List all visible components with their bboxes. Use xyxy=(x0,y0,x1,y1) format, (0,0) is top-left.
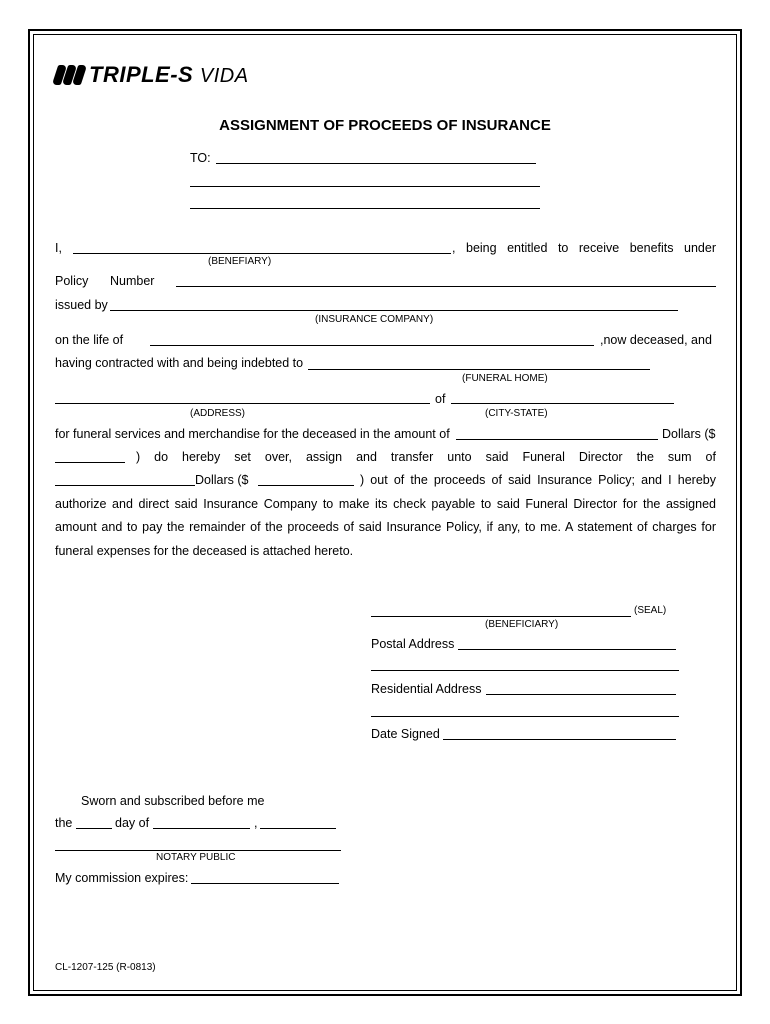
now-deceased-text: ,now deceased, and xyxy=(600,333,712,347)
amount-number-field[interactable] xyxy=(55,462,125,463)
deceased-name-field[interactable] xyxy=(150,345,594,346)
assign-word: unto xyxy=(447,450,472,464)
dollars-text: Dollars ($ xyxy=(195,473,249,487)
city-state-field[interactable] xyxy=(451,403,674,404)
residential-address-field-1[interactable] xyxy=(486,694,676,695)
page-title: ASSIGNMENT OF PROCEEDS OF INSURANCE xyxy=(219,117,551,134)
paragraph-line-6: funeral expenses for the deceased is attached hereto. xyxy=(55,544,354,558)
to-field-1[interactable] xyxy=(216,163,536,164)
contracted-label: having contracted with and being indebted to xyxy=(55,356,304,370)
assign-word: of xyxy=(705,450,716,464)
logo-suffix: VIDA xyxy=(199,65,249,87)
beneficiary-prefix: I, xyxy=(55,241,62,255)
sum-number-field[interactable] xyxy=(258,485,354,486)
paragraph-line-5: amount and to pay the remainder of the proceeds of said Insurance Policy, if any, to me. A statement of charges for xyxy=(55,520,716,534)
postal-address-field-1[interactable] xyxy=(458,649,676,650)
policy-number-field[interactable] xyxy=(176,286,716,287)
assign-line xyxy=(136,450,716,464)
to-field-2[interactable] xyxy=(190,186,540,187)
form-code: CL-1207-125 (R-0813) xyxy=(55,962,156,973)
assign-word: transfer xyxy=(390,450,434,464)
insurance-company-field[interactable] xyxy=(110,310,678,311)
assign-word: set xyxy=(234,450,251,464)
day-of-label: day of xyxy=(115,816,150,830)
comma-text: , xyxy=(254,816,258,830)
insurance-company-caption: (INSURANCE COMPANY) xyxy=(315,314,434,325)
policy-label-1: Policy xyxy=(55,274,89,288)
amount-words-field[interactable] xyxy=(456,439,658,440)
beneficiary-signature-field[interactable] xyxy=(371,616,631,617)
commission-label: My commission expires: xyxy=(55,871,189,885)
assign-word: said xyxy=(485,450,509,464)
address-caption: (ADDRESS) xyxy=(190,408,246,419)
amount-line-text: for funeral services and merchandise for the deceased in the amount of xyxy=(55,427,450,441)
assign-word: hereby xyxy=(182,450,221,464)
dollars-open-text: Dollars ($ xyxy=(662,427,716,441)
beneficiary-suffix: , being entitled to receive benefits under xyxy=(452,241,716,255)
year-field[interactable] xyxy=(260,828,336,829)
the-label: the xyxy=(55,816,73,830)
assign-word: do xyxy=(154,450,169,464)
assign-word: sum xyxy=(667,450,692,464)
postal-address-label: Postal Address xyxy=(371,637,455,651)
assign-word: Director xyxy=(578,450,623,464)
triple-s-logo xyxy=(55,62,249,88)
policy-label-2: Number xyxy=(110,274,155,288)
month-field[interactable] xyxy=(153,828,250,829)
inner-border xyxy=(33,34,737,991)
assign-word: the xyxy=(636,450,654,464)
residential-address-label: Residential Address xyxy=(371,682,482,696)
funeral-home-caption: (FUNERAL HOME) xyxy=(462,373,548,384)
date-signed-field[interactable] xyxy=(443,739,676,740)
sworn-label: Sworn and subscribed before me xyxy=(81,794,265,808)
seal-label: (SEAL) xyxy=(634,605,667,616)
notary-caption: NOTARY PUBLIC xyxy=(156,852,236,863)
beneficiary-signature-caption: (BENEFICIARY) xyxy=(485,619,559,630)
sss-logo-icon xyxy=(55,65,84,85)
proceeds-text: ) out of the proceeds of said Insurance Policy; and I hereby xyxy=(360,473,716,487)
logo-brand: TRIPLE-S xyxy=(89,62,194,87)
to-label: TO: xyxy=(190,151,211,165)
date-signed-label: Date Signed xyxy=(371,727,440,741)
funeral-home-field[interactable] xyxy=(308,369,650,370)
postal-address-field-2[interactable] xyxy=(371,670,679,671)
address-field[interactable] xyxy=(55,403,430,404)
assign-word: ) xyxy=(136,450,141,464)
sum-words-field[interactable] xyxy=(55,485,195,486)
day-field[interactable] xyxy=(76,828,112,829)
notary-signature-field[interactable] xyxy=(55,850,341,851)
to-field-3[interactable] xyxy=(190,208,540,209)
beneficiary-field[interactable] xyxy=(73,253,451,254)
assign-word: assign xyxy=(305,450,343,464)
assign-word: and xyxy=(356,450,377,464)
issued-by-label: issued by xyxy=(55,298,108,312)
residential-address-field-2[interactable] xyxy=(371,716,679,717)
paragraph-line-4: authorize and direct said Insurance Company to make its check payable to said Funeral Director for the assigned xyxy=(55,497,716,511)
assign-word: Funeral xyxy=(522,450,565,464)
assign-word: over, xyxy=(264,450,292,464)
life-of-label: on the life of xyxy=(55,333,124,347)
beneficiary-caption: (BENEFIARY) xyxy=(208,256,272,267)
of-label: of xyxy=(435,392,446,406)
city-state-caption: (CITY-STATE) xyxy=(485,408,548,419)
commission-field[interactable] xyxy=(191,883,339,884)
